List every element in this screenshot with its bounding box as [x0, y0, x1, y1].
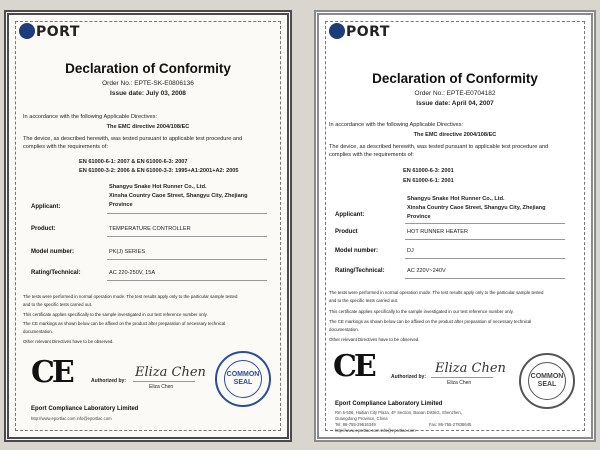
standard-line-2: EN 61000-3-2: 2006 & EN 61000-3-3: 1995+A1:2001+A2: 2005 [79, 168, 239, 174]
footer-address-1: Rm 5-506, Haitian City Plaza, 4F Section, Baoan District, Shenzhen, [335, 410, 462, 415]
issue-date: Issue date: April 04, 2007 [416, 100, 494, 107]
common-seal-stamp [519, 353, 575, 409]
rating-value: AC 220-250V, 15A [109, 270, 156, 276]
eport-logo [329, 23, 390, 40]
note-line-6: Other relevant Directives have to be observed. [329, 337, 420, 342]
directive-name: The EMC directive 2004/108/EC [413, 132, 497, 138]
applicant-name: Shangyu Snake Hot Runner Co., Ltd. [407, 196, 505, 202]
rating-underline [405, 278, 565, 279]
footer-contact: http://www.eportlac.com info@eportlac.com [31, 416, 112, 421]
signature: Eliza Chen [435, 361, 506, 376]
applicant-address-2: Province [109, 202, 133, 208]
certificate-left [4, 10, 292, 442]
rating-underline [107, 280, 267, 281]
note-line-4: The CE markings as shown below can be affixed on the product after preparation of necessary technical [23, 321, 226, 326]
logo-text: PORT [346, 24, 390, 40]
model-label: Model number: [31, 249, 74, 255]
common-seal-stamp [215, 351, 271, 407]
product-value: HOT RUNNER HEATER [407, 229, 469, 235]
authorized-label: Authorized by: [391, 374, 426, 380]
product-label: Product [335, 229, 358, 235]
note-line-5: documentation. [329, 327, 360, 332]
note-line-5: documentation. [23, 329, 54, 334]
note-line-4: The CE markings as shown below can be affixed on the product after preparation of necessary technical [329, 319, 532, 324]
footer-address-2: Guangdong Province, China [335, 416, 388, 421]
footer-tel: Tel: 86-755-29616349 [335, 422, 376, 427]
model-value: DJ [407, 248, 414, 254]
note-line-1: The tests were performed in normal operation mode. The test results apply only to the particular sample tested [23, 294, 238, 299]
eport-logo-icon [329, 23, 345, 39]
note-line-2: and to the specific tests carried out. [23, 302, 93, 307]
footer-company: Eport Compliance Laboratory Limited [335, 401, 443, 407]
note-line-3: This certificate applies specifically to the sample investigated in our test reference number only. [329, 309, 514, 314]
model-underline [107, 259, 267, 260]
ce-mark: CE [333, 349, 374, 384]
product-value: TEMPERATURE CONTROLLER [109, 226, 191, 232]
note-line-3: This certificate applies specifically to the sample investigated in our test reference number only. [23, 312, 208, 317]
standard-line-2: EN 61000-6-1: 2001 [403, 178, 454, 184]
note-line-1: The tests were performed in normal operation mode. The test results apply only to the particular sample tested [329, 290, 544, 295]
product-label: Product: [31, 226, 56, 232]
applicant-underline [107, 213, 267, 214]
directives-intro: In accordance with the following Applicable Directives: [329, 122, 464, 128]
certificate-title: Declaration of Conformity [65, 61, 231, 76]
standard-line-1: EN 61000-6-1: 2007 & EN 61000-6-3: 2007 [79, 159, 188, 165]
ce-mark: CE [31, 355, 72, 390]
device-text-line-1: The device, as described herewith, was tested pursuant to applicable test procedure and [329, 144, 549, 150]
model-label: Model number: [335, 248, 378, 254]
signature-line [431, 377, 493, 378]
rating-value: AC 220V~240V [407, 268, 446, 274]
order-number: Order No.: EPTE-SK-E0806136 [102, 80, 194, 87]
applicant-address-1: Xinsha Country Caoe Street, Shangyu City, Zhejiang [407, 205, 546, 211]
seal-text: COMMON SEAL [530, 373, 564, 388]
order-number: Order No.: EPTE-E0704182 [414, 90, 496, 97]
product-underline [107, 236, 267, 237]
signature-line [133, 381, 195, 382]
note-line-6: Other relevant Directives have to be observed. [23, 339, 114, 344]
applicant-underline [405, 223, 565, 224]
certificate-right [314, 10, 596, 442]
footer-company: Eport Compliance Laboratory Limited [31, 406, 139, 412]
seal-text: COMMON SEAL [226, 371, 260, 386]
directive-name: The EMC directive 2004/108/EC [106, 124, 190, 130]
footer-contact: http://www.eportlac.com info@eportlac.com [335, 428, 416, 433]
model-underline [405, 258, 565, 259]
footer-fax: Fax: 86-755-27838645 [429, 422, 472, 427]
applicant-name: Shangyu Snake Hot Runner Co., Ltd. [109, 184, 207, 190]
signer-name: Eliza Chen [149, 384, 174, 390]
eport-logo-icon [19, 23, 35, 39]
authorized-label: Authorized by: [91, 378, 126, 384]
note-line-2: and to the specific tests carried out. [329, 298, 399, 303]
product-underline [405, 239, 565, 240]
model-value: PK(J) SERIES [109, 249, 146, 255]
standard-line-1: EN 61000-6-3: 2001 [403, 168, 454, 174]
logo-text: PORT [36, 24, 80, 40]
rating-label: Rating/Technical: [335, 268, 385, 274]
applicant-label: Applicant: [31, 204, 61, 210]
directives-intro: In accordance with the following Applicable Directives: [23, 114, 158, 120]
applicant-address-2: Province [407, 214, 431, 220]
device-text-line-2: complies with the requirements of: [23, 144, 108, 150]
applicant-label: Applicant: [335, 212, 365, 218]
signer-name: Eliza Chen [447, 380, 472, 386]
issue-date: Issue date: July 03, 2008 [110, 90, 186, 97]
rating-label: Rating/Technical: [31, 270, 81, 276]
certificate-title: Declaration of Conformity [372, 71, 538, 86]
device-text-line-1: The device, as described herewith, was tested pursuant to applicable test procedure and [23, 136, 243, 142]
applicant-address-1: Xinsha Country Caoe Street, Shangyu City, Zhejiang [109, 193, 248, 199]
signature: Eliza Chen [135, 365, 206, 380]
eport-logo [19, 23, 80, 40]
device-text-line-2: complies with the requirements of: [329, 152, 414, 158]
